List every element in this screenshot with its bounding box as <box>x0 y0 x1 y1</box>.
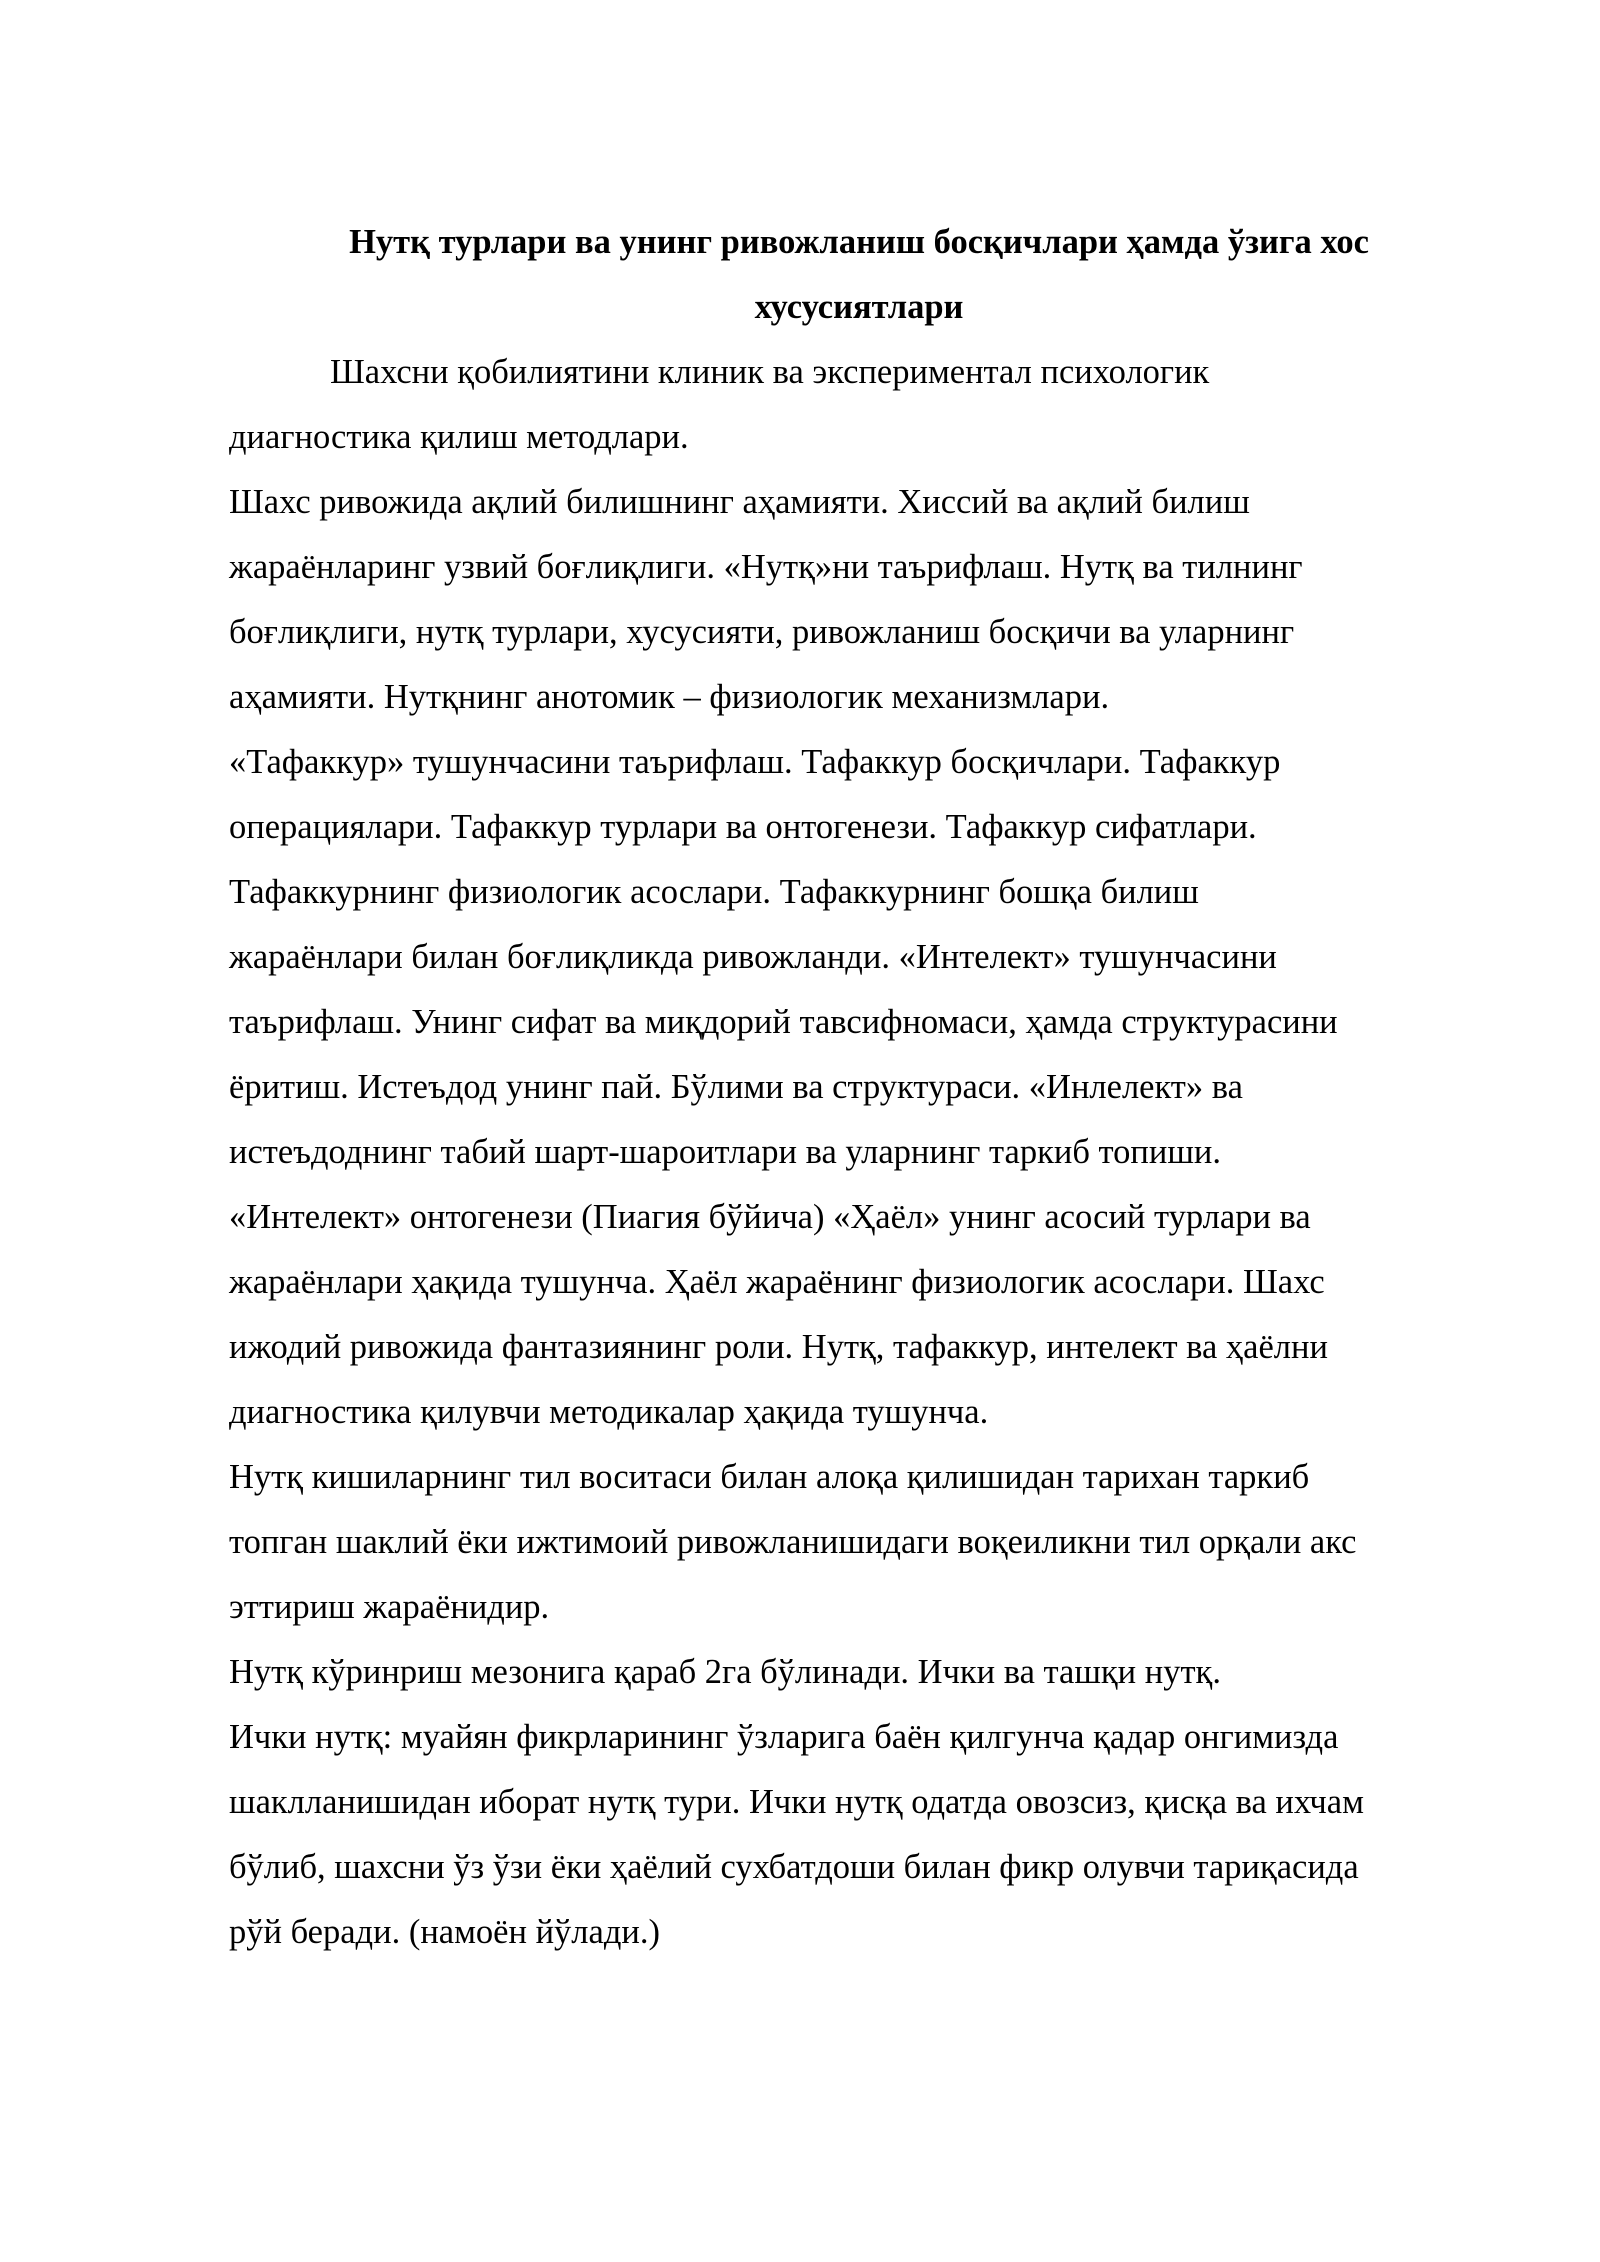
paragraph-line: Ички нутқ: муайян фикрларининг ўзларига баён қилгунча қадар онгимизда <box>229 1718 1339 1756</box>
document-content <box>229 210 1489 1965</box>
paragraph-line: диагностика қилувчи методикалар ҳақида тушунча. <box>229 1393 989 1431</box>
paragraph-line: ижодий ривожида фантазиянинг роли. Нутқ, тафаккур, интелект ва ҳаёлни <box>229 1328 1328 1366</box>
paragraph-line: операциялари. Тафаккур турлари ва онтогенези. Тафаккур сифатлари. <box>229 808 1257 846</box>
paragraph-line: «Тафаккур» тушунчасини таърифлаш. Тафаккур босқичлари. Тафаккур <box>229 743 1281 781</box>
document-body <box>229 340 1489 1965</box>
paragraph-line: бўлиб, шахсни ўз ўзи ёки ҳаёлий сухбатдоши билан фикр олувчи тариқасида <box>229 1848 1359 1886</box>
title-line: Нутқ турлари ва унинг ривожланиш босқичлари ҳамда ўзига хос <box>349 223 1369 261</box>
paragraph-line: ёритиш. Истеъдод унинг пай. Бўлими ва структураси. «Инлелект» ва <box>229 1068 1243 1106</box>
paragraph-line: таърифлаш. Унинг сифат ва миқдорий тавсифномаси, ҳамда структурасини <box>229 1003 1338 1041</box>
paragraph-line: жараёнлари билан боғлиқликда ривожланди. «Интелект» тушунчасини <box>229 938 1277 976</box>
paragraph-line: Нутқ кўринриш мезонига қараб 2га бўлинади. Ички ва ташқи нутқ. <box>229 1653 1221 1691</box>
paragraph-line: Нутқ кишиларнинг тил воситаси билан алоқа қилишидан тарихан таркиб <box>229 1458 1310 1496</box>
paragraph-line: жараёнлари ҳақида тушунча. Ҳаёл жараёнинг физиологик асослари. Шахс <box>229 1263 1325 1301</box>
paragraph-line: Шахсни қобилиятини клиник ва экспериментал психологик <box>330 353 1210 391</box>
paragraph-line: аҳамияти. Нутқнинг анотомик – физиологик механизмлари. <box>229 678 1110 716</box>
paragraph-line: Тафаккурнинг физиологик асослари. Тафаккурнинг бошқа билиш <box>229 873 1199 911</box>
title-line: хусусиятлари <box>754 288 964 326</box>
paragraph-line: рўй беради. (намоён йўлади.) <box>229 1913 660 1951</box>
paragraph-line: эттириш жараёнидир. <box>229 1588 550 1626</box>
paragraph-line: жараёнларинг узвий боғлиқлиги. «Нутқ»ни таърифлаш. Нутқ ва тилнинг <box>229 548 1303 586</box>
paragraph-line: шаклланишидан иборат нутқ тури. Ички нутқ одатда овозсиз, қисқа ва ихчам <box>229 1783 1364 1821</box>
paragraph-line: «Интелект» онтогенези (Пиагия бўйича) «Ҳаёл» унинг асосий турлари ва <box>229 1198 1311 1236</box>
paragraph-line: диагностика қилиш методлари. <box>229 418 689 456</box>
document-title <box>229 210 1489 340</box>
paragraph-line: истеъдоднинг табий шарт-шароитлари ва уларнинг таркиб топиши. <box>229 1133 1221 1171</box>
paragraph-line: топган шаклий ёки ижтимоий ривожланишидаги воқеиликни тил орқали акс <box>229 1523 1357 1561</box>
paragraph-line: боғлиқлиги, нутқ турлари, хусусияти, ривожланиш босқичи ва уларнинг <box>229 613 1295 651</box>
paragraph-line: Шахс ривожида ақлий билишнинг аҳамияти. Хиссий ва ақлий билиш <box>229 483 1250 521</box>
